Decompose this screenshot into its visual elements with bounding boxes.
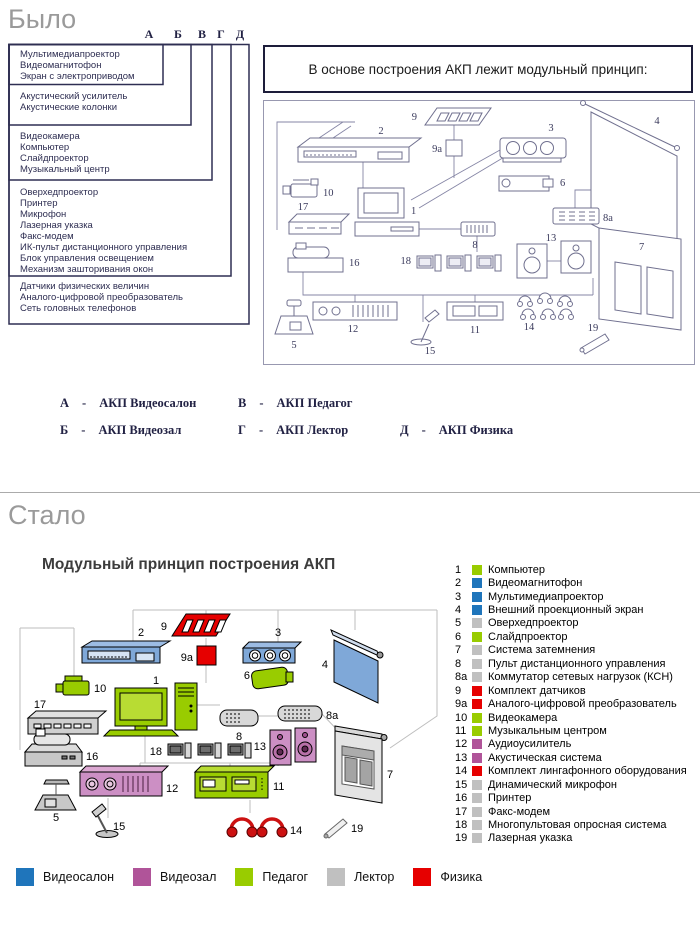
device-1-computer-icon [104, 683, 197, 736]
legend-item [452, 805, 698, 818]
device-number: 5 [291, 340, 297, 351]
device-number: 6 [243, 670, 250, 682]
room-legend-item [413, 868, 482, 886]
legend-number: 18 [455, 819, 468, 832]
device-12-amplifier-icon [80, 766, 168, 796]
became-title: Модульный принцип построения АКП [42, 556, 336, 573]
legend-item [452, 684, 698, 697]
device-number: 9 [411, 112, 417, 123]
legend-item [452, 791, 698, 804]
device-9-sensor-strip-icon [425, 108, 491, 125]
akp-label: АКП Видеозал [98, 423, 182, 437]
device-9-sensor-strip-icon [172, 614, 230, 636]
device-number: 1 [152, 675, 160, 687]
akp-letter: Д [400, 423, 409, 437]
device-17-fax-modem-icon [289, 214, 349, 234]
device-9a-adc-icon [446, 140, 462, 156]
was-equipment-tree [8, 26, 260, 330]
room-legend-label: Видеозал [160, 870, 217, 884]
legend-label: Мультимедиапроектор [488, 590, 604, 603]
column-letter: Г [217, 27, 225, 41]
device-number: 17 [33, 699, 47, 711]
legend-item [452, 576, 698, 589]
akp-letter: Б [60, 423, 69, 437]
akp-dash: - [259, 396, 264, 410]
device-number: 11 [469, 325, 481, 336]
legend-item [452, 765, 698, 778]
legend-number: 1 [455, 563, 462, 576]
legend-number: 11 [455, 724, 467, 737]
legend-label: Видеокамера [488, 711, 558, 724]
equipment-item: Экран с электроприводом [20, 71, 135, 82]
equipment-item: Аналого-цифровой преобразователь [20, 292, 183, 303]
equipment-item: ИК-пульт дистанционного управления [20, 242, 188, 253]
equipment-item: Компьютер [20, 142, 70, 153]
legend-color-swatch [472, 739, 482, 749]
device-number: 16 [349, 258, 360, 269]
device-5-overhead-icon [35, 780, 76, 810]
equipment-item: Факс-модем [20, 231, 74, 242]
device-8a-ksn-icon [553, 208, 599, 224]
akp-dash: - [81, 423, 86, 437]
device-3-projector-icon [500, 138, 566, 162]
legend-number: 4 [455, 604, 462, 617]
room-legend-label: Видеосалон [43, 870, 115, 884]
room-color-swatch [133, 868, 151, 886]
device-4-screen-icon [331, 630, 383, 703]
akp-letter: В [238, 396, 247, 410]
legend-label: Система затемнения [488, 644, 596, 657]
legend-item [452, 563, 698, 576]
device-number: 10 [94, 683, 107, 695]
column-letter: Б [174, 27, 182, 41]
legend-label: Принтер [488, 792, 532, 805]
legend-number: 17 [455, 805, 468, 818]
legend-color-swatch [472, 699, 482, 709]
legend-item [452, 724, 698, 737]
was-diagram-title: В основе построения АКП лежит модульный принцип: [308, 61, 648, 77]
legend-number: 5 [455, 617, 462, 630]
legend-label: Коммутатор сетевых нагрузок (КСН) [488, 671, 673, 684]
legend-number: 7 [455, 644, 462, 657]
room-color-swatch [327, 868, 345, 886]
equipment-item: Принтер [20, 198, 58, 209]
device-number: 3 [548, 123, 554, 134]
equipment-item: Лазерная указка [20, 220, 93, 231]
device-13-speakers-icon [270, 728, 316, 765]
room-color-swatch [16, 868, 34, 886]
akp-label: АКП Лектор [276, 423, 349, 437]
legend-label: Факс-модем [488, 805, 551, 818]
legend-number: 14 [455, 765, 468, 778]
device-number: 2 [378, 126, 384, 137]
legend-label: Аналого-цифровой преобразователь [488, 698, 677, 711]
legend-label: Многопультовая опросная система [488, 819, 667, 832]
legend-number: 3 [455, 590, 462, 603]
device-number: 19 [587, 323, 599, 334]
equipment-item: Акустические колонки [20, 102, 117, 113]
device-12-amplifier-icon [313, 302, 397, 320]
akp-legend-entry [60, 396, 196, 411]
device-3-projector-icon [243, 642, 301, 663]
legend-color-swatch [472, 578, 482, 588]
device-number: 18 [400, 256, 411, 267]
akp-label: АКП Педагог [276, 396, 353, 410]
room-color-swatch [413, 868, 431, 886]
room-legend-label: Педагог [262, 870, 309, 884]
legend-number: 6 [455, 630, 462, 643]
equipment-item: Блок управления освещением [20, 253, 154, 264]
device-number: 4 [654, 116, 660, 127]
legend-item [452, 832, 698, 845]
legend-color-swatch [472, 713, 482, 723]
device-number: 15 [113, 821, 126, 833]
legend-label: Компьютер [488, 563, 545, 576]
legend-item [452, 603, 698, 616]
equipment-item: Датчики физических величин [20, 281, 150, 292]
legend-item [452, 617, 698, 630]
room-legend-item [235, 868, 308, 886]
legend-label: Музыкальным центром [488, 724, 607, 737]
legend-item [452, 671, 698, 684]
room-legend-label: Физика [440, 870, 483, 884]
device-number: 5 [52, 812, 60, 824]
legend-color-swatch [472, 659, 482, 669]
legend-number: 2 [455, 577, 462, 590]
akp-legend-entry [238, 423, 348, 438]
device-number: 9 [160, 621, 167, 633]
became-heading: Стало [8, 500, 86, 530]
device-10-camera-icon [56, 676, 89, 695]
legend-color-swatch [472, 807, 482, 817]
akp-dash: - [82, 396, 87, 410]
legend-number: 8a [455, 671, 468, 684]
room-legend-item [327, 868, 394, 886]
legend-number: 19 [455, 832, 468, 845]
legend-item [452, 630, 698, 643]
legend-label: Слайдпроектор [488, 630, 568, 643]
numbered-legend [452, 563, 698, 845]
device-number: 17 [297, 202, 309, 213]
legend-label: Динамический микрофон [488, 778, 617, 791]
device-18-pupil-terminals-icon [168, 743, 251, 758]
legend-color-swatch [472, 820, 482, 830]
device-number: 8 [472, 240, 478, 251]
legend-label: Оверхедпроектор [488, 617, 579, 630]
legend-item [452, 711, 698, 724]
akp-letter: А [60, 396, 70, 410]
equipment-item: Микрофон [20, 209, 67, 220]
equipment-item: Оверхедпроектор [20, 187, 99, 198]
legend-color-swatch [472, 672, 482, 682]
akp-dash: - [258, 423, 264, 437]
legend-item [452, 644, 698, 657]
equipment-item: Слайдпроектор [20, 153, 89, 164]
legend-label: Аудиоусилитель [488, 738, 572, 751]
became-room-diagram [10, 600, 455, 860]
legend-number: 16 [455, 792, 468, 805]
device-8a-ksn-icon [278, 706, 322, 721]
legend-color-swatch [472, 618, 482, 628]
equipment-item: Акустический усилитель [20, 91, 128, 102]
device-number: 3 [274, 627, 282, 639]
device-number: 15 [424, 346, 436, 357]
device-number: 9a [432, 144, 442, 155]
device-number: 4 [321, 659, 328, 671]
column-letters [145, 27, 245, 41]
device-number: 19 [351, 823, 364, 835]
equipment-item: Музыкальный центр [20, 164, 110, 175]
legend-number: 15 [455, 778, 468, 791]
legend-label: Лазерная указка [488, 832, 573, 845]
room-legend-item [133, 868, 216, 886]
equipment-item: Сеть головных телефонов [20, 303, 137, 314]
legend-item [452, 657, 698, 670]
legend-label: Видеомагнитофон [488, 577, 583, 590]
legend-color-swatch [472, 793, 482, 803]
device-number: 13 [545, 233, 557, 244]
akp-legend-entry [60, 423, 181, 438]
device-6-slide-projector-icon [251, 667, 293, 690]
legend-color-swatch [472, 592, 482, 602]
device-19-laser-pointer-icon [324, 819, 347, 838]
device-number: 12 [166, 783, 179, 795]
device-number: 6 [560, 178, 566, 189]
device-number: 9a [180, 652, 193, 664]
device-number: 7 [387, 769, 394, 781]
equipment-lists [20, 49, 187, 314]
device-number: 11 [273, 781, 285, 793]
legend-label: Внешний проекционный экран [488, 604, 644, 617]
legend-number: 12 [455, 738, 468, 751]
was-room-diagram [263, 100, 695, 365]
was-diagram-title-box [263, 45, 693, 93]
legend-color-swatch [472, 766, 482, 776]
room-type-legend [12, 868, 501, 886]
device-7-window-shade-icon [335, 726, 387, 803]
device-11-music-center-icon [195, 766, 274, 798]
legend-color-swatch [472, 753, 482, 763]
device-number: 16 [86, 751, 99, 763]
legend-color-swatch [472, 686, 482, 696]
room-legend-label: Лектор [354, 870, 395, 884]
legend-number: 9 [455, 684, 462, 697]
device-14-headphones-icon [227, 819, 287, 837]
equipment-item: Механизм зашторивания окон [20, 264, 154, 275]
legend-item [452, 751, 698, 764]
legend-color-swatch [472, 605, 482, 615]
equipment-item: Видеомагнитофон [20, 60, 102, 71]
device-number: 2 [137, 627, 145, 639]
device-6-slide-projector-icon [499, 176, 553, 191]
device-number: 8 [235, 731, 243, 743]
device-number: 12 [347, 324, 359, 335]
device-number: 10 [323, 188, 334, 199]
device-number: 13 [253, 741, 266, 753]
legend-item [452, 778, 698, 791]
device-number: 14 [523, 322, 535, 333]
akp-letter: Г [238, 423, 246, 437]
legend-number: 8 [455, 657, 462, 670]
device-2-vcr-icon [82, 641, 170, 663]
device-number: 14 [290, 825, 303, 837]
legend-color-swatch [472, 833, 482, 843]
device-8-remote-icon [220, 710, 258, 726]
device-8-remote-icon [461, 222, 495, 236]
legend-color-swatch [472, 565, 482, 575]
device-number: 1 [411, 206, 417, 217]
equipment-item: Мультимедиапроектор [20, 49, 120, 60]
room-legend-item [16, 868, 114, 886]
device-number: 8a [603, 213, 613, 224]
legend-number: 10 [455, 711, 468, 724]
column-letter: А [144, 27, 154, 41]
device-2-vcr-icon [298, 138, 421, 162]
akp-dash: - [421, 423, 426, 437]
was-heading: Было [8, 4, 77, 34]
legend-label: Пульт дистанционного управления [488, 657, 666, 670]
legend-label: Комплект лингафонного оборудования [488, 765, 687, 778]
legend-label: Комплект датчиков [488, 684, 586, 697]
legend-color-swatch [472, 645, 482, 655]
device-11-lingaphone-icon [447, 302, 503, 320]
device-16-printer-icon [25, 729, 82, 766]
legend-item [452, 738, 698, 751]
legend-color-swatch [472, 780, 482, 790]
device-number: 8a [326, 710, 339, 722]
legend-color-swatch [472, 726, 482, 736]
akp-legend-entry [238, 396, 352, 411]
akp-label: АКП Видеосалон [99, 396, 197, 410]
akp-label: АКП Физика [438, 423, 514, 437]
legend-item [452, 697, 698, 710]
device-9a-adc-icon [197, 646, 216, 665]
akp-legend-entry [400, 423, 513, 438]
device-number: 7 [639, 242, 645, 253]
legend-color-swatch [472, 632, 482, 642]
column-letter: Д [235, 27, 245, 41]
legend-label: Акустическая система [488, 751, 602, 764]
section-divider [0, 492, 700, 493]
legend-number: 9a [455, 698, 468, 711]
column-letter: В [197, 27, 207, 41]
legend-number: 13 [455, 751, 468, 764]
device-number: 18 [149, 746, 162, 758]
legend-item [452, 818, 698, 831]
legend-item [452, 590, 698, 603]
equipment-item: Видеокамера [20, 131, 80, 142]
room-color-swatch [235, 868, 253, 886]
